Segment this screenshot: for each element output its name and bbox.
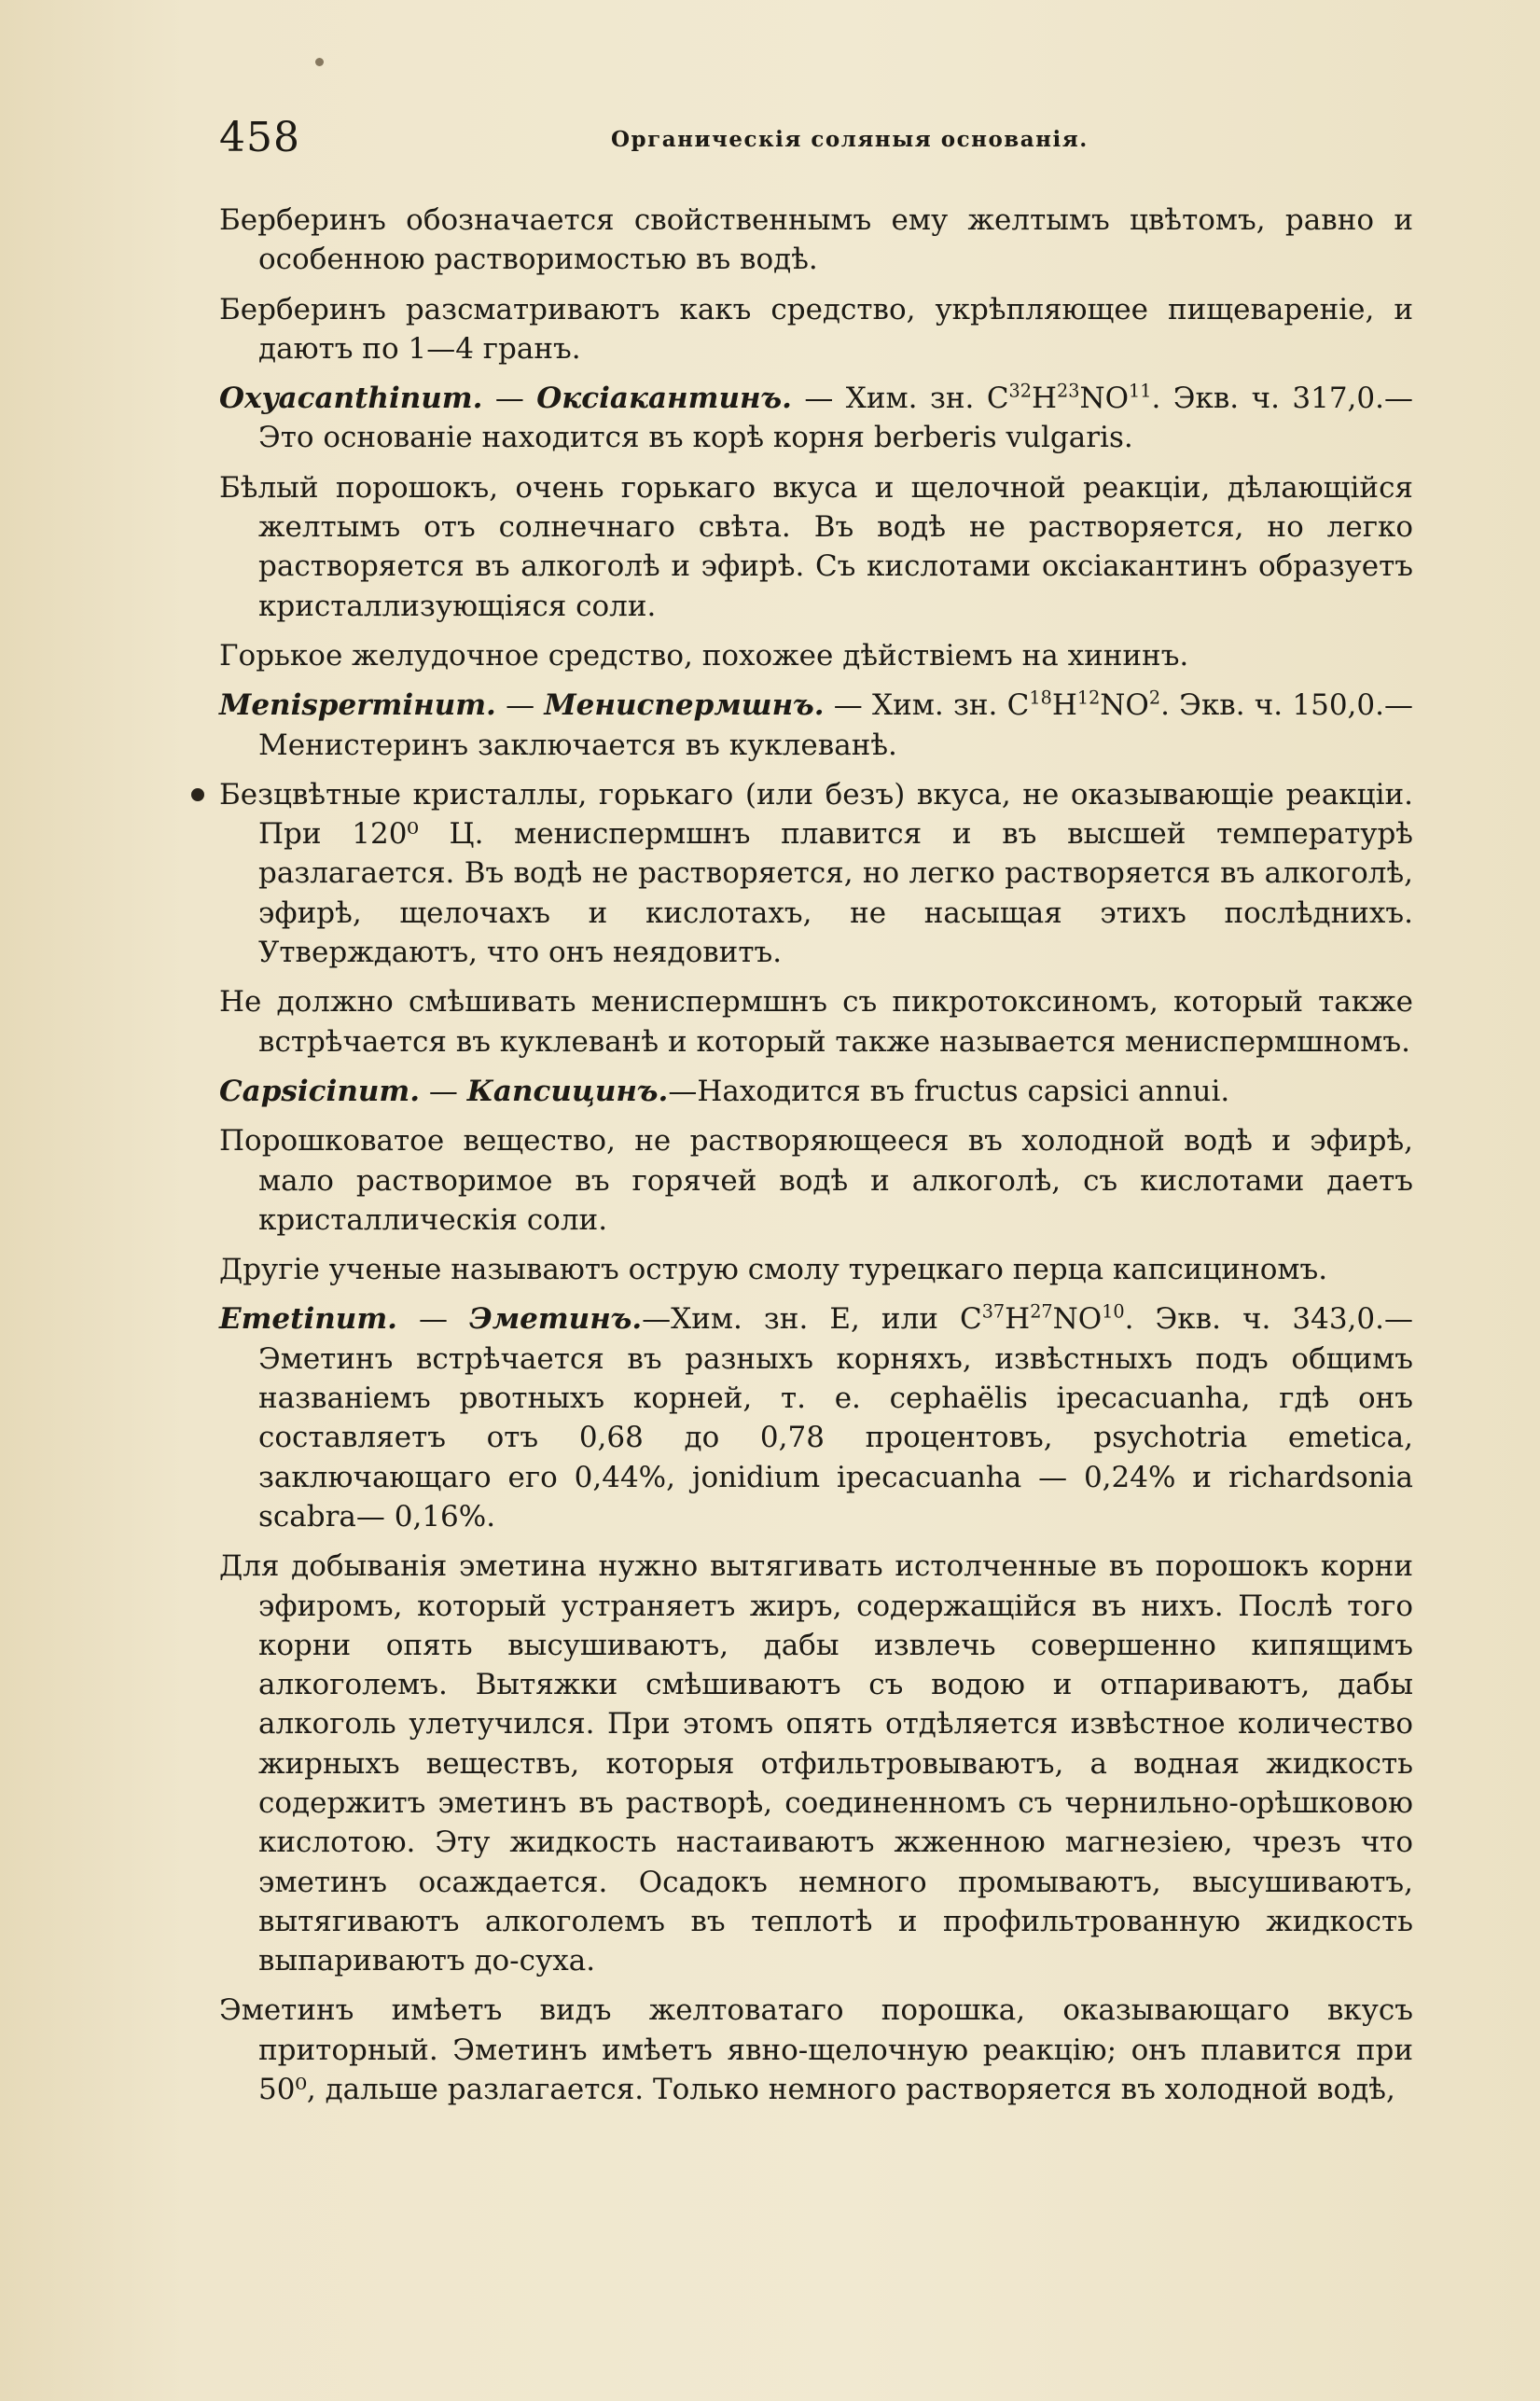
formula-prefix: — Хим. зн. <box>791 382 987 416</box>
formula-prefix: —Хим. зн. E, или <box>642 1302 960 1337</box>
paragraph: Oxyacanthinum. — Оксіакантинъ. — Хим. зн. $C^{32}H^{23}NO^{11}$. Экв. ч. 317,0.—Это основаніе находится въ корѣ корня berberis vulgaris. <box>219 380 1413 455</box>
latin-heading: Oxyacanthinum. <box>219 382 483 416</box>
paragraph: Capsicinum. — Капсицинъ.—Находится въ fructus capsici annui. <box>219 1074 1230 1108</box>
paragraph-text: . Экв. ч. 150,0.—Менистеринъ заключается въ куклеванѣ. <box>258 688 1413 762</box>
paragraph <box>219 468 1413 626</box>
paragraph-text: . Экв. ч. 317,0.—Это основаніе находится въ корѣ корня berberis vulgaris. <box>258 382 1413 455</box>
chemical-formula: $C^{18}H^{12}NO^2$ <box>1006 687 1161 723</box>
paragraph <box>219 775 1413 972</box>
latin-heading: Emetinum. <box>219 1302 397 1337</box>
russian-heading: Мениспермшнъ. <box>544 688 825 723</box>
formula-prefix: — Хим. зн. <box>824 688 1007 723</box>
paragraph <box>219 1121 1413 1240</box>
running-head: Органическія соляныя основанія. <box>611 127 1089 152</box>
russian-heading: Эметинъ. <box>469 1302 643 1337</box>
ink-spot <box>315 58 324 66</box>
paragraph-text: Безцвѣтные кристаллы, горькаго (или безъ) вкуса, не оказывающіе реакціи. При 120⁰ Ц. мениспермшнъ плавится и въ высшей температурѣ разлагается. Въ водѣ не растворяется, но легко растворяется въ алкоголѣ, эфирѣ, щелочахъ и кислотахъ, не насыщая этихъ послѣднихъ. Утверждаютъ, что онъ неядовитъ. <box>219 777 1413 970</box>
body-text <box>219 201 1413 2119</box>
ink-dot <box>191 788 204 801</box>
paragraph: Emetinum. — Эметинъ.—Хим. зн. E, или $C^{37}H^{27}NO^{10}$. Экв. ч. 343,0.— Эметинъ встрѣчается въ разныхъ корняхъ, извѣстныхъ подъ общимъ названіемъ рвотныхъ корней, т. е. cephaëlis ipecacuanha, гдѣ онъ составляетъ отъ 0,68 до 0,78 процентовъ, psychotria emetica, заключающаго его 0,44%, jonidium ipecacuanha — 0,24% и richardsonia scabra— 0,16%. <box>219 1301 1413 1534</box>
chemical-formula: $C^{37}H^{27}NO^{10}$ <box>959 1301 1125 1337</box>
page-number: 458 <box>219 114 300 161</box>
latin-heading: Capsicinum. <box>219 1074 420 1108</box>
paragraph-text: Берберинъ обозначается свойственнымъ ему желтымъ цвѣтомъ, равно и особенною растворимостью въ водѣ. <box>219 203 1413 277</box>
paragraph <box>219 201 1413 280</box>
paragraph <box>219 982 1413 1062</box>
paragraph <box>219 1547 1413 1980</box>
paragraph-text: Для добыванія эметина нужно вытягивать истолченные въ порошокъ корни эфиромъ, который устраняетъ жиръ, содержащійся въ нихъ. Послѣ того корни опять высушиваютъ, дабы извлечь совершенно кипящимъ алкоголемъ. Вытяжки смѣшиваютъ съ водою и отпариваютъ, дабы алкоголь улетучился. При этомъ опять отдѣляется извѣстное количество жирныхъ веществъ, которыя отфильтровываютъ, а водная жидкость содержитъ эметинъ въ растворѣ, соединенномъ съ чернильно-орѣшковою кислотою. Эту жидкость настаиваютъ жженною магнезіею, чрезъ что эметинъ осаждается. Осадокъ немного промываютъ, высушиваютъ, вытягиваютъ алкоголемъ въ теплотѣ и профильтрованную жидкость выпариваютъ до-суха. <box>219 1549 1413 1978</box>
paragraph <box>219 1991 1413 2109</box>
paragraph <box>219 1250 1413 1289</box>
paragraph-text: Бѣлый порошокъ, очень горькаго вкуса и щелочной реакціи, дѣлающійся желтымъ отъ солнечнаго свѣта. Въ водѣ не растворяется, но легко растворяется въ алкоголѣ и эфирѣ. Съ кислотами оксіакантинъ образуетъ кристаллизующіяся соли. <box>219 470 1413 623</box>
paragraph-text: Берберинъ разсматриваютъ какъ средство, укрѣпляющее пищевареніе, и даютъ по 1—4 гранъ. <box>219 292 1413 366</box>
paragraph-text: Эметинъ имѣетъ видъ желтоватаго порошка, оказывающаго вкусъ приторный. Эметинъ имѣетъ явно-щелочную реакцію; онъ плавится при 50⁰, дальше разлагается. Только немного растворяется въ холодной водѣ, <box>219 1993 1413 2107</box>
chemical-formula: $C^{32}H^{23}NO^{11}$ <box>986 380 1152 416</box>
paragraph-text: Не должно смѣшивать мениспермшнъ съ пикротоксиномъ, который также встрѣчается въ куклеванѣ и который также называется мениспермшномъ. <box>219 985 1413 1059</box>
paragraph-text: Горькое желудочное средство, похожее дѣйствіемъ на хининъ. <box>219 638 1189 673</box>
paragraph <box>219 636 1413 675</box>
russian-heading: Оксіакантинъ. <box>536 382 792 416</box>
paragraph-text: Другіе ученые называютъ острую смолу турецкаго перца капсициномъ. <box>219 1253 1328 1287</box>
latin-heading: Menispermінum. <box>219 688 496 723</box>
page-header <box>219 114 1413 170</box>
paragraph: Menispermінum. — Мениспермшнъ. — Хим. зн. $C^{18}H^{12}NO^2$. Экв. ч. 150,0.—Менистеринъ заключается въ куклеванѣ. <box>219 687 1413 762</box>
paragraph-text: Порошковатое вещество, не растворяющееся въ холодной водѣ и эфирѣ, мало растворимое въ горячей водѣ и алкоголѣ, съ кислотами даетъ кристаллическія соли. <box>219 1124 1413 1237</box>
paragraph-text: . Экв. ч. 343,0.— Эметинъ встрѣчается въ разныхъ корняхъ, извѣстныхъ подъ общимъ названіемъ рвотныхъ корней, т. е. cephaëlis ipecacuanha, гдѣ онъ составляетъ отъ 0,68 до 0,78 процентовъ, psychotria emetica, заключающаго его 0,44%, jonidium ipecacuanha — 0,24% и richardsonia scabra— 0,16%. <box>258 1302 1413 1534</box>
paragraph-text: —Находится въ fructus capsici annui. <box>668 1074 1230 1108</box>
russian-heading: Капсицинъ. <box>466 1074 669 1108</box>
paragraph <box>219 290 1413 369</box>
